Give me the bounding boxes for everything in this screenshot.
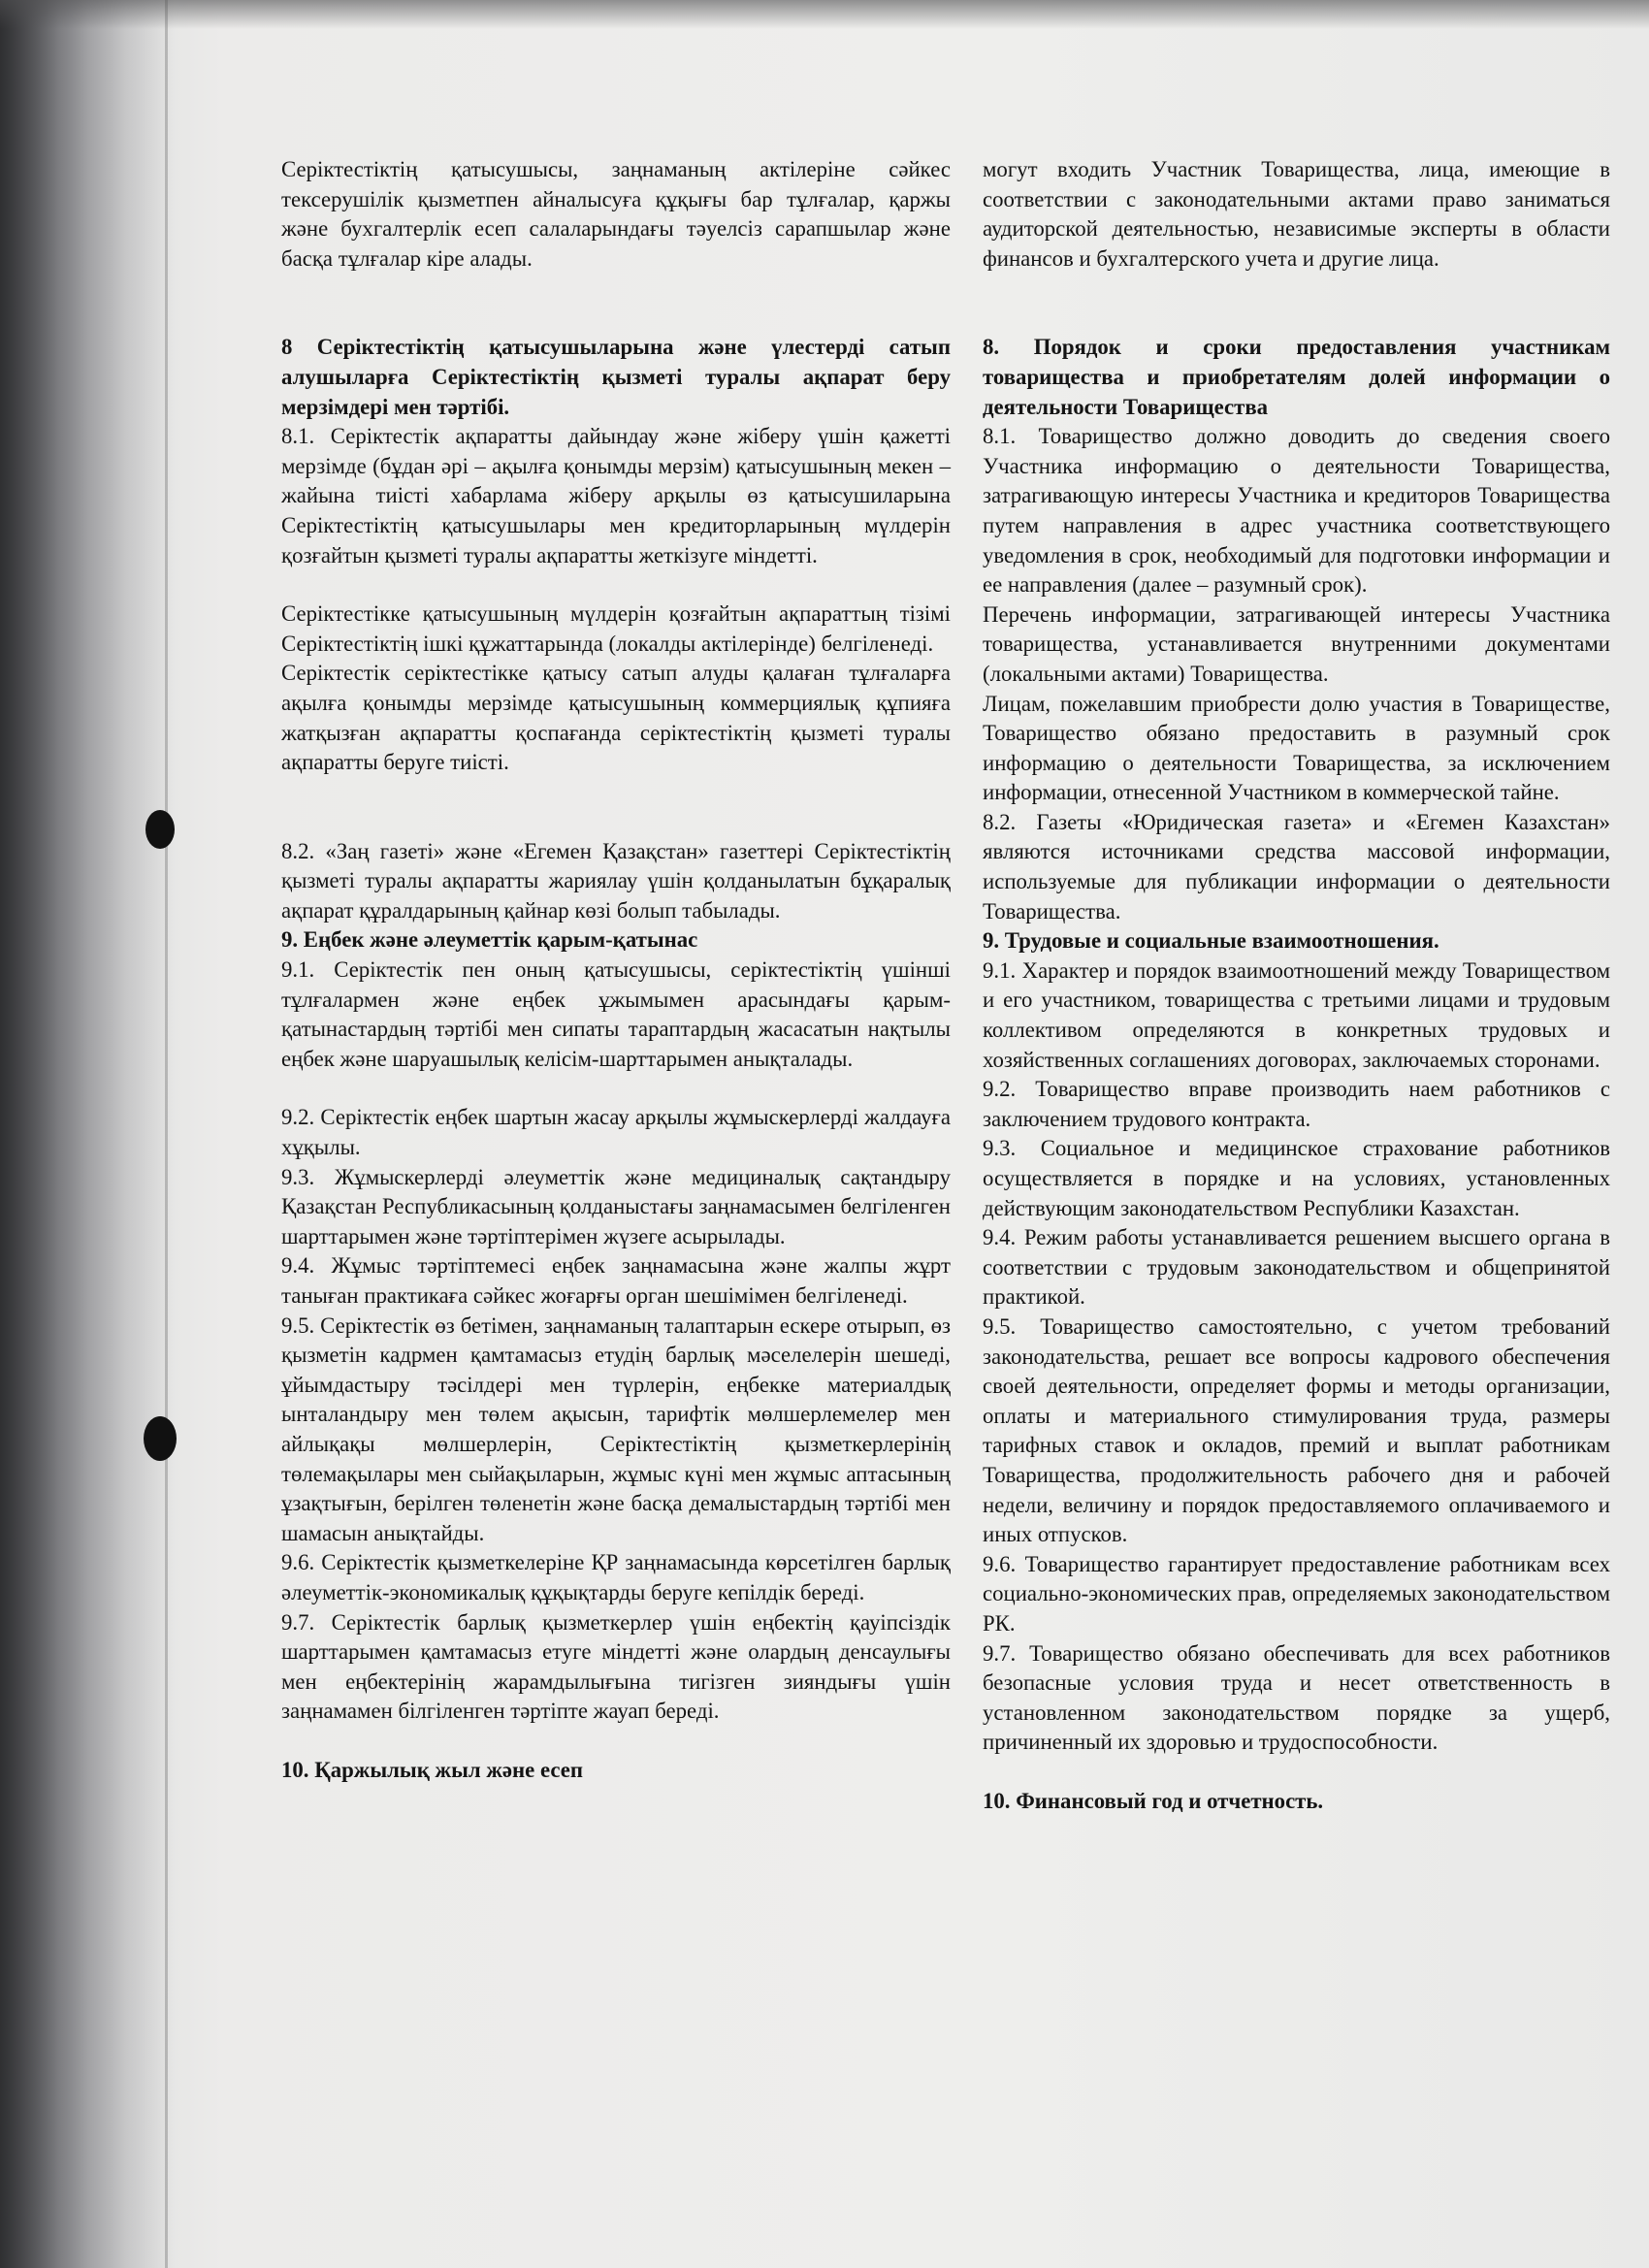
left-paragraph-9-7: 9.7. Серіктестік барлық қызметкерлер үшін еңбектің қауіпсіздік шарттарымен қамтамасыз етуге міндетті және олардың денсаулығы мен еңбектерінің жарамдылығына тигізген зияндығы үшін заңнамамен білгіленген тәртіпте жауап береді. xyxy=(281,1609,951,1724)
left-paragraph-9-1: 9.1. Серіктестік пен оның қатысушысы, серіктестіктің үшінші тұлғалармен және еңбек ұжымымен арасындағы қарым-қатынастардың тәртібі мен сипаты тараптардың жасасатын нақтылы еңбек және шаруашылық келісім-шарттарымен анықталады. xyxy=(281,957,951,1071)
russian-text-column xyxy=(983,155,1610,1816)
left-paragraph-8-1: 8.1. Серіктестік ақпаратты дайындау және жіберу үшін қажетті мерзімде (бұдан әрі – ақылға қонымды мерзім) қатысушының мекен –жайына тиісті хабарлама жіберу арқылы өз қатысушиларына Серіктестіктің қатысушылары мен кредиторларының мүлдерін қозғайтын қызметі туралы ақпаратты жеткізуге міндетті. xyxy=(281,424,951,567)
left-paragraph-9-5: 9.5. Серіктестік өз бетімен, заңнаманың талаптарын ескере отырып, өз қызметін кадрмен қамтамасыз етудің барлық мәселелерін шешеді, ұйымдастыру тәсілдері мен түрлерін, еңбекке материалдық ынталандыру мен төлем ақысын, тарифтік мөлшерлемелер мен айлықақы мөлшерлерін, Серіктестіктің қызметкерлерінің төлемақылары мен сыйақыларын, жұмыс күні мен жұмыс аптасының ұзақтығын, берілген төленетін және басқа демалыстардың тәртібі мен шамасын анықтайды. xyxy=(281,1312,951,1545)
right-paragraph-9-7: 9.7. Товарищество обязано обеспечивать для всех работников безопасные условия труда и несет ответственность в установленном законодательством порядке за ущерб, причиненный их здоровью и трудоспособности. xyxy=(983,1640,1610,1755)
right-paragraph-9-2: 9.2. Товарищество вправе производить наем работников с заключением трудового контракта. xyxy=(983,1077,1610,1131)
right-paragraph-9-1: 9.1. Характер и порядок взаимоотношений между Товариществом и его участником, товарищества с третьими лицами и трудовым коллективом определяются в конкретных трудовых и хозяйственных соглашениях договорах, заключаемых сторонами. xyxy=(983,957,1610,1072)
right-section-10-heading: 10. Финансовый год и отчетность. xyxy=(983,1788,1324,1813)
right-paragraph-8-2: 8.2. Газеты «Юридическая газета» и «Егемен Казахстан» являются источниками средства массовой информации, используемые для публикации информации о деятельности Товарищества. xyxy=(983,809,1610,923)
left-paragraph-8-1c: Серіктестік серіктестікке қатысу сатып алуды қалаған тұлғаларға ақылға қонымды мерзімде қатысушының коммерциялық құпияға жатқызған ақпаратты қоспағанда серіктестіктің қызметі туралы ақпаратты беруге тиісті. xyxy=(281,661,951,775)
right-paragraph-8-1b: Перечень информации, затрагивающей интересы Участника товарищества, устанавливается внутренними документами (локальными актами) Товарищества. xyxy=(983,601,1610,686)
left-section-8-heading: 8 Серіктестіктің қатысушыларына және үлестерді сатып алушыларға Серіктестіктің қызметі туралы ақпарат беру мерзімдері мен тәртібі. xyxy=(281,335,951,419)
left-intro-paragraph: Серіктестіктің қатысушысы, заңнаманың актілеріне сәйкес тексерушілік қызметпен айналысуға құқығы бар тұлғалар, қаржы және бухгалтерлік есеп салаларындағы тәуелсіз сарапшылар және басқа тұлғалар кіре алады. xyxy=(281,157,951,271)
left-section-10-heading: 10. Қаржылық жыл және есеп xyxy=(281,1757,584,1782)
punch-hole-bottom xyxy=(144,1416,177,1461)
left-paragraph-8-1b: Серіктестікке қатысушының мүлдерін қозғайтын ақпараттың тізімі Серіктестіктің ішкі құжаттарында (локалды актілерінде) белгіленеді. xyxy=(281,601,951,656)
left-paragraph-9-6: 9.6. Серіктестік қызметкелеріне ҚР заңнамасында көрсетілген барлық әлеуметтік-экономикалық құқықтарды беруге кепілдік береді. xyxy=(281,1550,951,1604)
page-edge xyxy=(165,0,168,2268)
left-paragraph-9-2: 9.2. Серіктестік еңбек шартын жасау арқылы жұмыскерлерді жалдауға хұқылы. xyxy=(281,1105,951,1160)
right-paragraph-9-3: 9.3. Социальное и медицинское страхование работников осуществляется в порядке и на условиях, установленных действующим законодательством Республики Казахстан. xyxy=(983,1136,1610,1220)
binding-shadow xyxy=(0,0,175,2268)
right-paragraph-8-1c: Лицам, пожелавшим приобрести долю участия в Товариществе, Товарищество обязано предоставить в разумный срок информацию о деятельности Товарищества, за исключением информации, отнесенной Участником в коммерческой тайне. xyxy=(983,691,1610,805)
right-paragraph-9-4: 9.4. Режим работы устанавливается решением высшего органа в соответствии с трудовым законодательством и общепринятой практикой. xyxy=(983,1225,1610,1310)
top-fold-shadow xyxy=(0,0,1649,29)
right-paragraph-9-6: 9.6. Товарищество гарантирует предоставление работникам всех социально-экономических прав, определяемых законодательством РК. xyxy=(983,1551,1610,1636)
left-paragraph-8-2: 8.2. «Заң газеті» және «Егемен Қазақстан» газеттері Серіктестіктің қызметі туралы ақпаратты жариялау үшін қолданылатын бұқаралық ақпарат құралдарының қайнар көзі болып табылады. xyxy=(281,838,951,923)
punch-hole-top xyxy=(146,810,175,849)
right-section-8-heading: 8. Порядок и сроки предоставления участникам товарищества и приобретателям долей информации о деятельности Товарищества xyxy=(983,335,1610,419)
left-section-9-heading: 9. Еңбек және әлеуметтік қарым-қатынас xyxy=(281,927,698,953)
right-paragraph-9-5: 9.5. Товарищество самостоятельно, с учетом требований законодательства, решает все вопросы кадрового обеспечения своей деятельности, определяет формы и методы организации, оплаты и материального стимулирования труда, размеры тарифных ставок и окладов, премий и выплат работникам Товарищества, продолжительность рабочего дня и рабочей недели, величину и порядок предоставляемого оплачиваемого и иных отпусков. xyxy=(983,1313,1610,1547)
right-paragraph-8-1: 8.1. Товарищество должно доводить до сведения своего Участника информацию о деятельности Товарищества, затрагивающую интересы Участника и кредиторов Товарищества путем направления в адрес участника соответствующего уведомления в срок, необходимый для подготовки информации и ее направления (далее – разумный срок). xyxy=(983,424,1610,598)
left-paragraph-9-3: 9.3. Жұмыскерлерді әлеуметтік және медициналық сақтандыру Қазақстан Республикасының қолданыстағы заңнамасымен белгіленген шарттарымен және тәртіптерімен жүзеге асырылады. xyxy=(281,1164,951,1248)
right-section-9-heading: 9. Трудовые и социальные взаимоотношения. xyxy=(983,928,1439,954)
kazakh-text-column xyxy=(281,155,951,1786)
left-paragraph-9-4: 9.4. Жұмыс тәртіптемесі еңбек заңнамасына және жалпы жұрт таныған практикаға сәйкес жоғарғы орган шешімімен белгіленеді. xyxy=(281,1253,951,1308)
right-intro-paragraph: могут входить Участник Товарищества, лица, имеющие в соответствии с законодательными актами право заниматься аудиторской деятельностью, независимые эксперты в области финансов и бухгалтерского учета и другие лица. xyxy=(983,157,1610,271)
